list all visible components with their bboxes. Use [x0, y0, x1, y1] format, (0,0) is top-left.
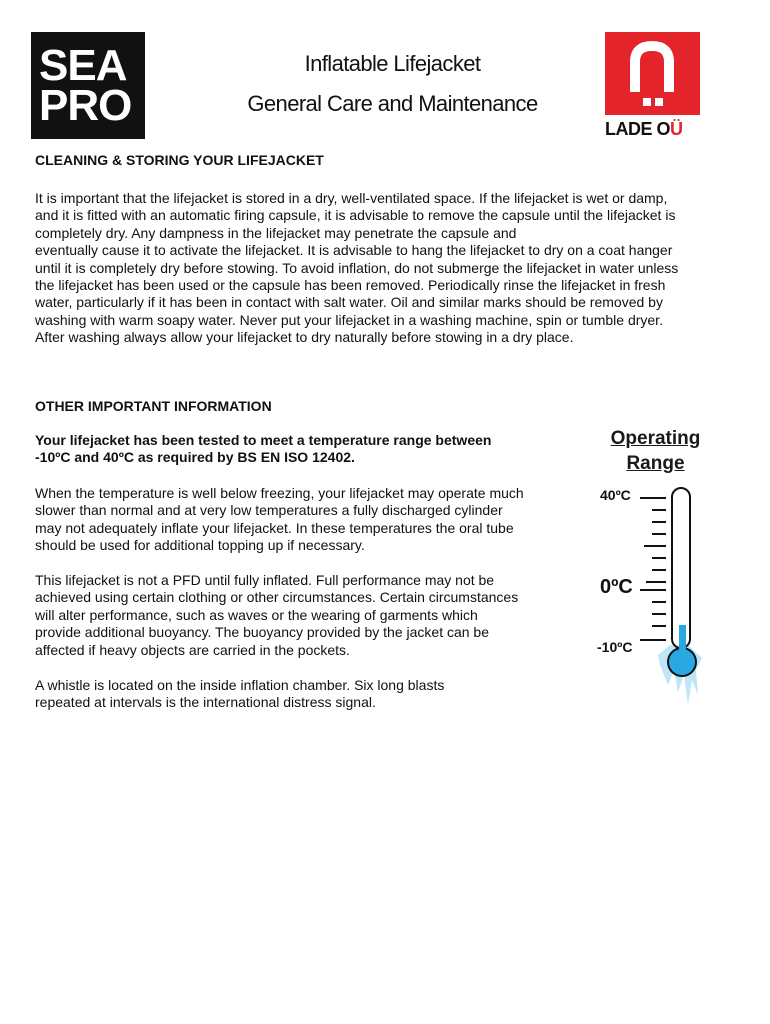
p3-line: A whistle is located on the inside inflation chamber. Six long blasts [35, 677, 445, 693]
lade-wordmark [605, 119, 701, 140]
freezing-paragraph [35, 485, 524, 555]
s2-bold-line: Your lifejacket has been tested to meet a temperature range between [35, 432, 492, 448]
p1-line: When the temperature is well below freezing, your lifejacket may operate much [35, 485, 524, 501]
max-temp-label: 40ºC [600, 487, 631, 503]
mercury-column [679, 625, 686, 660]
whistle-paragraph [35, 677, 444, 712]
section1-heading: CLEANING & STORING YOUR LIFEJACKET [35, 152, 324, 168]
page-title [160, 44, 625, 124]
s1-line: After washing always allow your lifejacket to dry naturally before stowing in a dry place. [35, 329, 574, 346]
temperature-statement [35, 432, 491, 467]
tick-marks [640, 498, 666, 640]
operating-range-title [588, 426, 723, 476]
s1-line: eventually cause it to activate the lifejacket. It is advisable to hang the lifejacket to dry on a coat hanger [35, 242, 673, 259]
s1-line: and it is fitted with an automatic firing capsule, it is advisable to remove the capsule until the lifejacket is [35, 207, 676, 224]
p2-line: will alter performance, such as waves or the wearing of garments which [35, 606, 478, 623]
s1-line: washing with warm soapy water. Never put your lifejacket in a washing machine, spin or tumble dryer. [35, 311, 663, 328]
title-line-1: Inflatable Lifejacket [304, 51, 481, 76]
logo-left-line2: PRO [39, 80, 132, 130]
lade-ou-logo [605, 32, 701, 140]
min-temp-label: -10ºC [597, 639, 633, 655]
lade-logo-mark [605, 32, 700, 115]
p2-line: provide additional buoyancy. The buoyancy provided by the jacket can be [35, 624, 490, 641]
zero-temp-label: 0ºC [600, 576, 633, 598]
s1-line: water, particularly if it has been in contact with salt water. Oil and similar marks should be removed by [35, 294, 663, 311]
range-title-line1: Operating [610, 428, 701, 449]
p1-line: slower than normal and at very low temperatures a fully discharged cylinder [35, 502, 503, 519]
p2-line: This lifejacket is not a PFD until fully inflated. Full performance may not be [35, 572, 495, 588]
wordmark-part-b: Ü [670, 119, 683, 139]
section2-heading: OTHER IMPORTANT INFORMATION [35, 398, 272, 414]
p3-line: repeated at intervals is the international distress signal. [35, 694, 376, 711]
pfd-paragraph [35, 572, 518, 659]
p2-line: affected if heavy objects are carried in the pockets. [35, 641, 350, 658]
section1-body [35, 190, 678, 347]
p1-line: should be used for additional topping up if necessary. [35, 537, 365, 554]
thermometer-icon [600, 480, 720, 730]
s1-line: It is important that the lifejacket is stored in a dry, well-ventilated space. If the lifejacket is wet or damp, [35, 190, 668, 206]
p1-line: may not adequately inflate your lifejacket. In these temperatures the oral tube [35, 519, 514, 536]
title-line-2: General Care and Maintenance [247, 91, 538, 116]
logo-left-line1: SEA [39, 40, 127, 90]
magnet-icon [605, 32, 700, 115]
s2-bold-line: -10ºC and 40ºC as required by BS EN ISO 12402. [35, 449, 355, 466]
sea-pro-logo [31, 32, 145, 139]
s1-line: completely dry. Any dampness in the lifejacket may penetrate the capsule and [35, 224, 517, 241]
s1-line: the lifejacket has been used or the capsule has been removed. Periodically rinse the lifejacket in fresh [35, 277, 666, 294]
s1-line: until it is completely dry before stowing. To avoid inflation, do not submerge the lifejacket in water unless [35, 259, 679, 276]
thermometer-tube [672, 488, 690, 648]
range-title-line2: Range [626, 453, 685, 474]
p2-line: achieved using certain clothing or other circumstances. Certain circumstances [35, 589, 519, 606]
wordmark-part-a: LADE O [605, 119, 671, 139]
